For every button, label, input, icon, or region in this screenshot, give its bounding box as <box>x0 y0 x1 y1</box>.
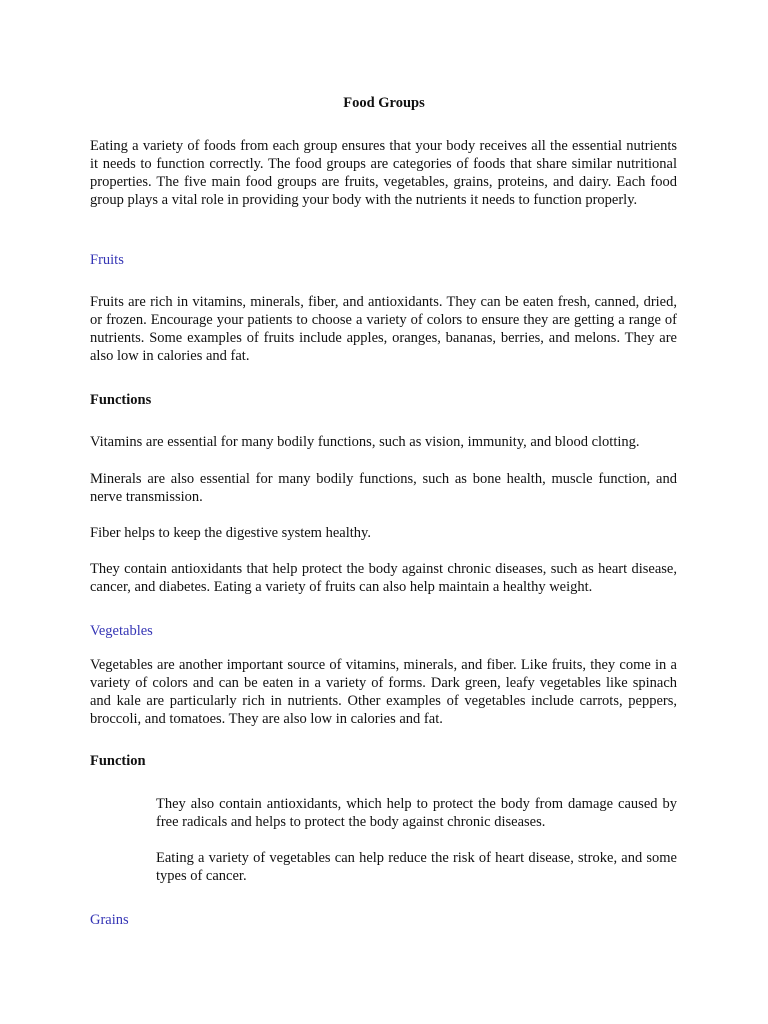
fruits-heading: Fruits <box>90 252 124 268</box>
vegetables-function-risk: Eating a variety of vegetables can help reduce the risk of heart disease, stroke, and some types of cancer. <box>156 850 677 884</box>
vegetables-paragraph: Vegetables are another important source of vitamins, minerals, and fiber. Like fruits, they come in a variety of colors and can be eaten in a variety of forms. Dark green, leafy vegetables like spinach and kale are particularly rich in nutrients. Other examples of vegetables include carrots, peppers, broccoli, and tomatoes. They are also low in calories and fat. <box>90 657 677 727</box>
vegetables-function-heading: Function <box>90 753 146 769</box>
vegetables-heading: Vegetables <box>90 623 153 639</box>
fruits-function-vitamins: Vitamins are essential for many bodily functions, such as vision, immunity, and blood clotting. <box>90 434 640 450</box>
fruits-paragraph: Fruits are rich in vitamins, minerals, fiber, and antioxidants. They can be eaten fresh, canned, dried, or frozen. Encourage your patients to choose a variety of colors to ensure they are getting a range of nutrients. Some examples of fruits include apples, oranges, bananas, berries, and melons. They are also low in calories and fat. <box>90 294 677 364</box>
fruits-functions-heading: Functions <box>90 392 152 408</box>
fruits-function-antioxidants: They contain antioxidants that help protect the body against chronic diseases, such as heart disease, cancer, and diabetes. Eating a variety of fruits can also help maintain a healthy weight. <box>90 561 677 595</box>
vegetables-function-antioxidants: They also contain antioxidants, which help to protect the body from damage caused by free radicals and helps to protect the body against chronic diseases. <box>156 796 677 830</box>
intro-paragraph: Eating a variety of foods from each group ensures that your body receives all the essential nutrients it needs to function correctly. The food groups are categories of foods that share similar nutritional properties. The five main food groups are fruits, vegetables, grains, proteins, and dairy. Each food group plays a vital role in providing your body with the nutrients it needs to function properly. <box>90 138 677 208</box>
grains-heading: Grains <box>90 912 129 928</box>
fruits-function-fiber: Fiber helps to keep the digestive system healthy. <box>90 525 371 541</box>
page-title: Food Groups <box>343 95 425 111</box>
fruits-function-minerals: Minerals are also essential for many bodily functions, such as bone health, muscle function, and nerve transmission. <box>90 471 677 505</box>
